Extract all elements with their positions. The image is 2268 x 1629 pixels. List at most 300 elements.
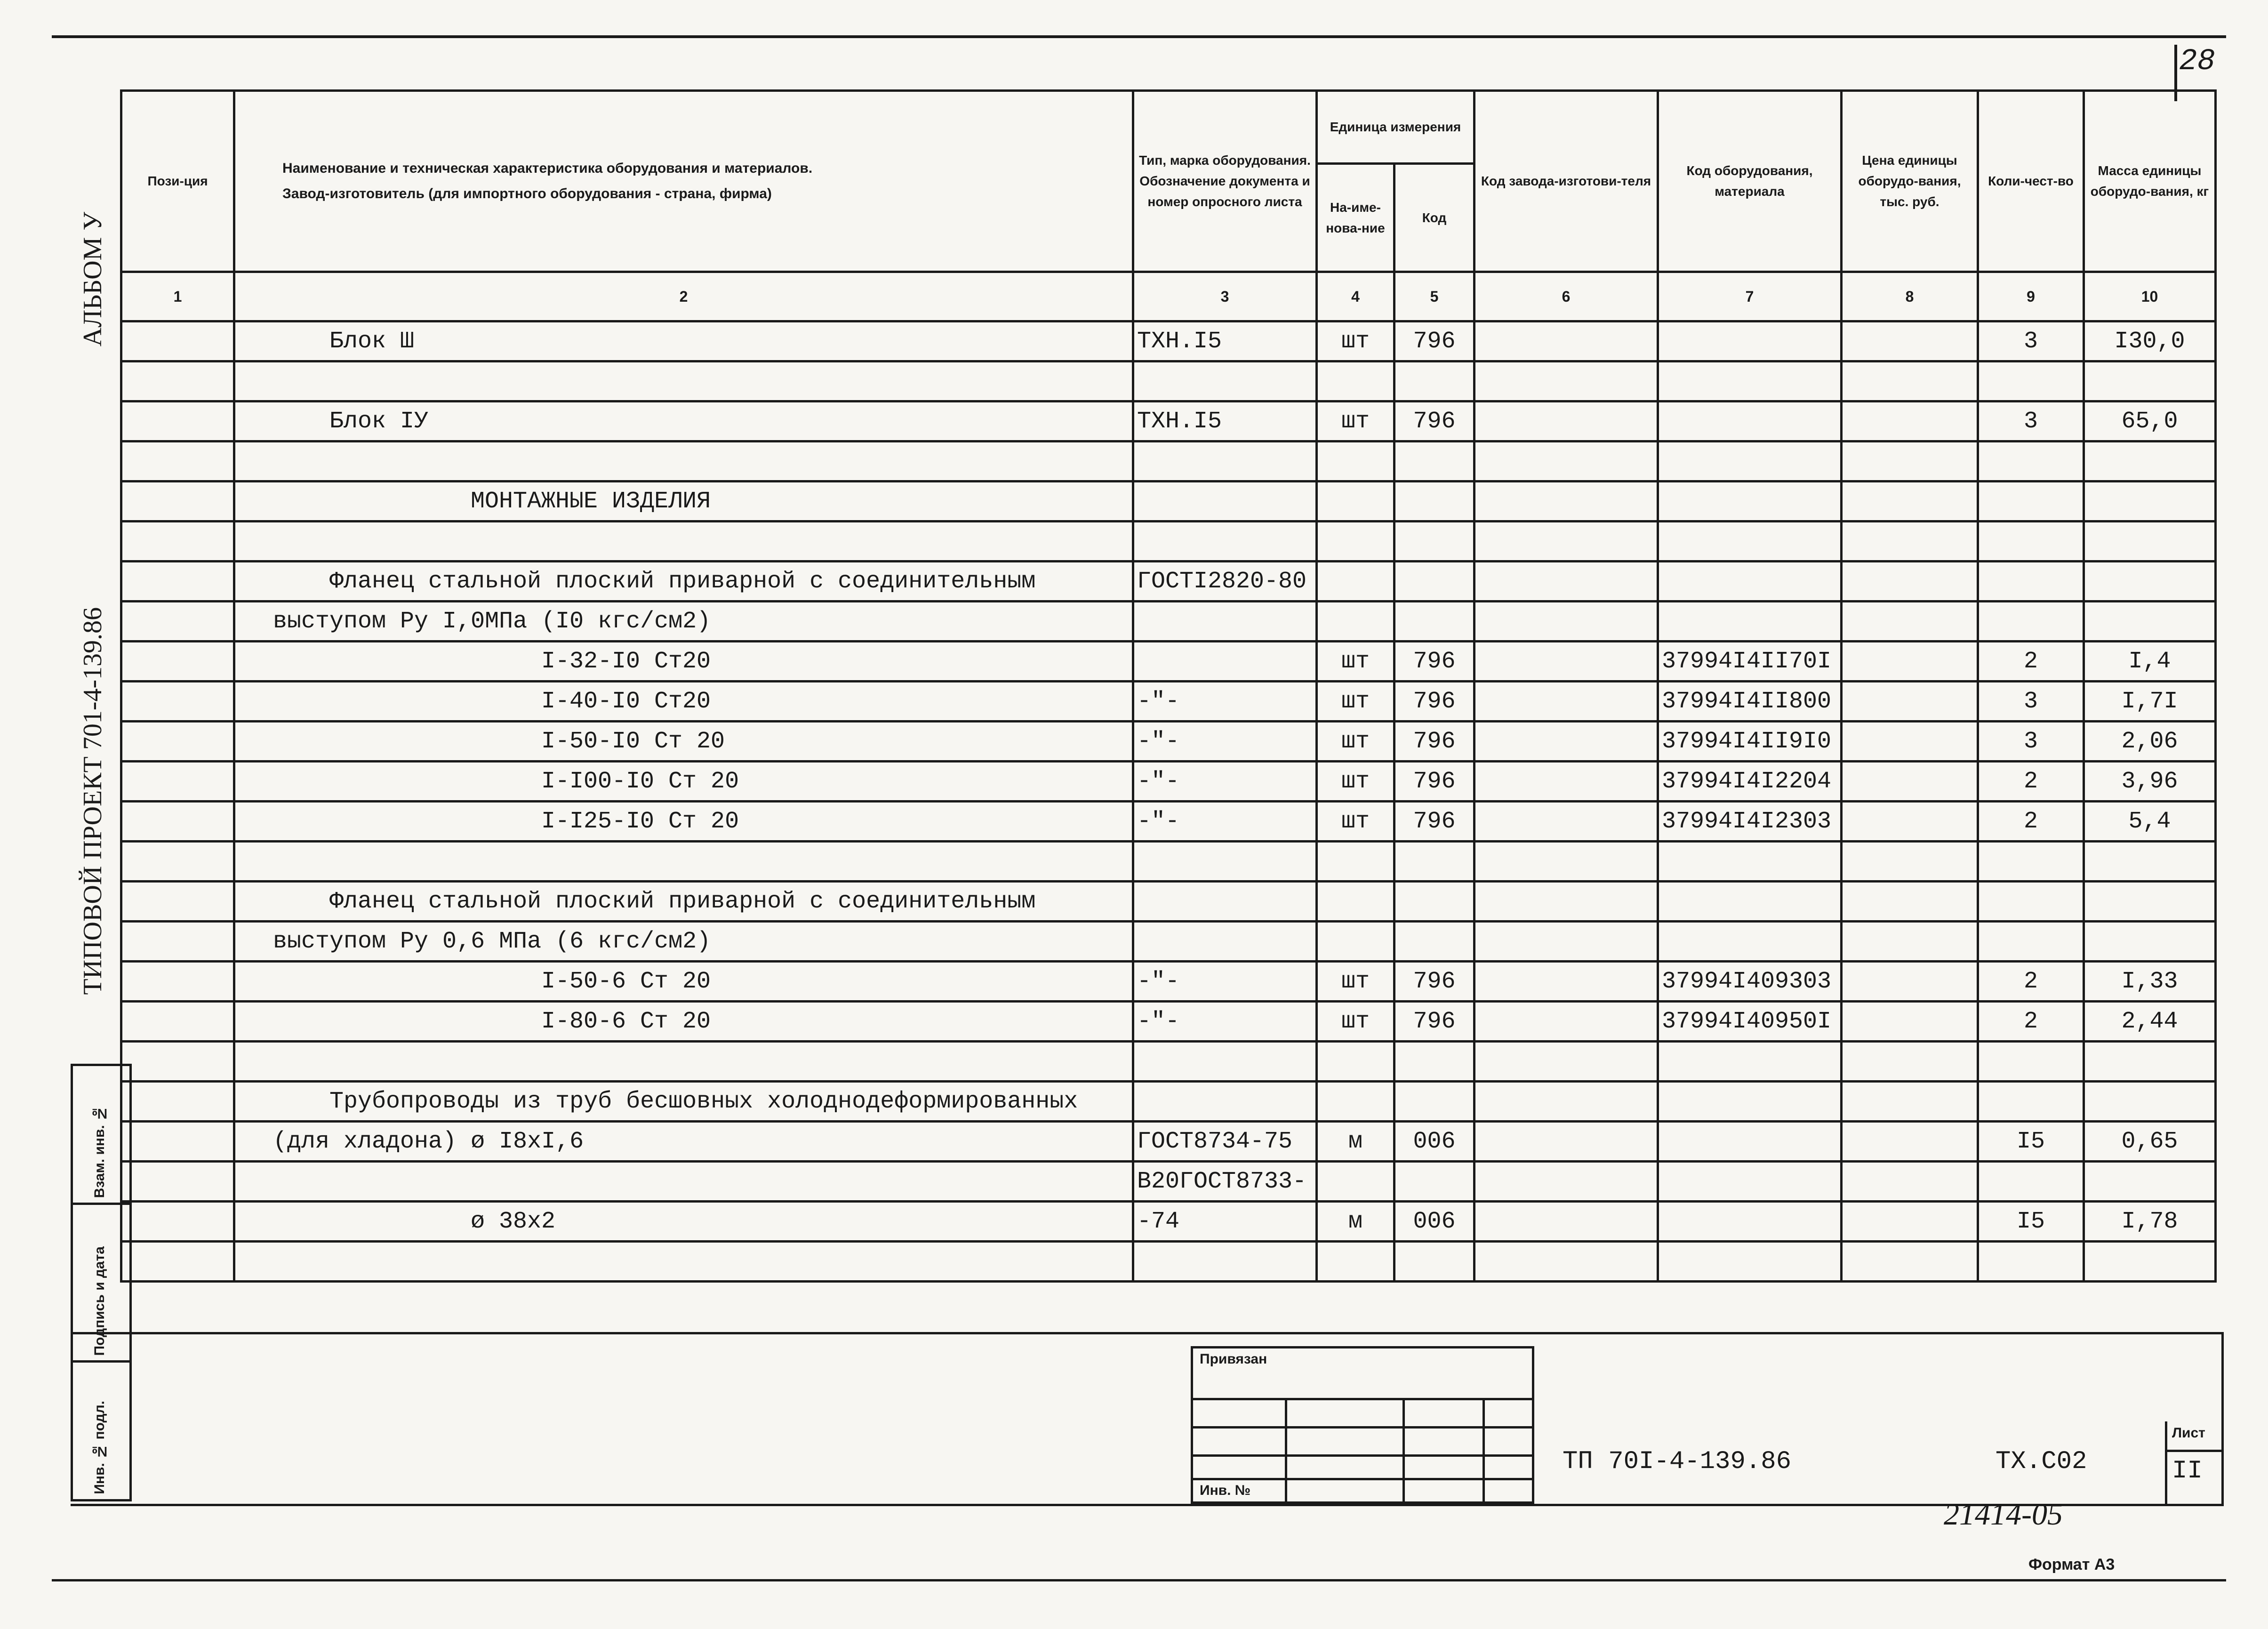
equipment-code-cell <box>1658 522 1842 562</box>
unit-code-cell <box>1394 1162 1475 1202</box>
quantity-cell <box>1978 1042 2084 1082</box>
position-cell <box>121 1122 234 1162</box>
factory-code-cell <box>1475 1082 1658 1122</box>
unit-code-cell: 796 <box>1394 762 1475 802</box>
quantity-cell: 3 <box>1978 682 2084 722</box>
factory-code-cell <box>1475 602 1658 642</box>
item-type-cell: -"- <box>1133 762 1317 802</box>
price-cell <box>1842 682 1978 722</box>
unit-name-cell <box>1317 1162 1394 1202</box>
price-cell <box>1842 441 1978 481</box>
quantity-cell <box>1978 922 2084 962</box>
factory-code-cell <box>1475 1122 1658 1162</box>
equipment-code-cell <box>1658 842 1842 882</box>
table-row <box>121 562 2216 602</box>
price-cell <box>1842 962 1978 1002</box>
position-cell <box>121 922 234 962</box>
privyazan-block <box>1191 1346 1534 1504</box>
item-name-cell: Трубопроводы из труб бесшовных холоднодеформированных <box>234 1082 1133 1122</box>
table-row <box>121 1162 2216 1202</box>
position-cell <box>121 562 234 602</box>
unit-name-cell: шт <box>1317 1002 1394 1042</box>
header-name <box>234 91 1133 272</box>
project-label: ТИПОВОЙ ПРОЕКТ 701-4-139.86 <box>78 607 107 995</box>
unit-name-cell: шт <box>1317 642 1394 682</box>
unit-name-cell: шт <box>1317 682 1394 722</box>
table-row <box>121 1082 2216 1122</box>
header-position: Пози-ция <box>121 91 234 272</box>
table-row <box>121 922 2216 962</box>
table-row <box>121 962 2216 1002</box>
quantity-cell <box>1978 1242 2084 1282</box>
unit-name-cell <box>1317 481 1394 522</box>
item-name-cell <box>234 1162 1133 1202</box>
unit-code-cell: 796 <box>1394 642 1475 682</box>
unit-name-cell <box>1317 361 1394 401</box>
header-name-line2: Завод-изготовитель (для импортного оборудования - страна, фирма) <box>282 186 772 201</box>
quantity-cell: 3 <box>1978 321 2084 361</box>
item-name-cell: МОНТАЖНЫЕ ИЗДЕЛИЯ <box>234 481 1133 522</box>
item-type-cell: -"- <box>1133 802 1317 842</box>
item-name-cell: (для хладона) ø I8xI,6 <box>234 1122 1133 1162</box>
mass-cell: I,78 <box>2084 1202 2216 1242</box>
quantity-cell <box>1978 361 2084 401</box>
equipment-code-cell <box>1658 1082 1842 1122</box>
factory-code-cell <box>1475 882 1658 922</box>
header-price: Цена единицы оборудо-вания, тыс. руб. <box>1842 91 1978 272</box>
item-name-cell <box>234 1042 1133 1082</box>
table-row <box>121 522 2216 562</box>
item-type-cell <box>1133 842 1317 882</box>
item-type-cell: -"- <box>1133 962 1317 1002</box>
price-cell <box>1842 1202 1978 1242</box>
unit-code-cell <box>1394 481 1475 522</box>
document-code: ТХ.С02 <box>1996 1447 2087 1476</box>
quantity-cell <box>1978 481 2084 522</box>
unit-name-cell <box>1317 1042 1394 1082</box>
unit-code-cell: 796 <box>1394 1002 1475 1042</box>
price-cell <box>1842 481 1978 522</box>
factory-code-cell <box>1475 842 1658 882</box>
price-cell <box>1842 762 1978 802</box>
item-type-cell: ГОСТI2820-80 <box>1133 562 1317 602</box>
unit-name-cell <box>1317 1242 1394 1282</box>
equipment-code-cell: 37994I4II800 <box>1658 682 1842 722</box>
unit-name-cell <box>1317 602 1394 642</box>
position-cell <box>121 1162 234 1202</box>
mass-cell: 2,06 <box>2084 722 2216 762</box>
item-type-cell: -"- <box>1133 682 1317 722</box>
item-name-cell: ø 38x2 <box>234 1202 1133 1242</box>
privyazan-label: Привязан <box>1200 1351 1267 1367</box>
item-name-cell: Блок IУ <box>234 401 1133 441</box>
price-cell <box>1842 562 1978 602</box>
price-cell <box>1842 522 1978 562</box>
bottom-rule <box>52 1579 2226 1581</box>
price-cell <box>1842 321 1978 361</box>
factory-code-cell <box>1475 1042 1658 1082</box>
equipment-code-cell <box>1658 882 1842 922</box>
column-number: 3 <box>1133 272 1317 321</box>
unit-code-cell: 006 <box>1394 1202 1475 1242</box>
equipment-code-cell <box>1658 321 1842 361</box>
unit-code-cell <box>1394 361 1475 401</box>
item-type-cell: -74 <box>1133 1202 1317 1242</box>
mass-cell: 2,44 <box>2084 1002 2216 1042</box>
item-type-cell <box>1133 1082 1317 1122</box>
stamp-label-replace: Взам. инв. № <box>92 1105 107 1198</box>
equipment-code-cell: 37994I4II9I0 <box>1658 722 1842 762</box>
sheet-number: 28 <box>2179 45 2215 79</box>
privyazan-grid-line <box>1483 1398 1485 1504</box>
price-cell <box>1842 1042 1978 1082</box>
header-mass: Масса единицы оборудо-вания, кг <box>2084 91 2216 272</box>
item-name-cell <box>234 441 1133 481</box>
mass-cell: 0,65 <box>2084 1122 2216 1162</box>
item-type-cell <box>1133 361 1317 401</box>
position-cell <box>121 722 234 762</box>
table-row <box>121 1242 2216 1282</box>
column-number: 7 <box>1658 272 1842 321</box>
factory-code-cell <box>1475 1002 1658 1042</box>
unit-code-cell <box>1394 1082 1475 1122</box>
header-unit-name: На-име-нова-ние <box>1317 164 1394 272</box>
item-type-cell <box>1133 1242 1317 1282</box>
unit-code-cell <box>1394 1042 1475 1082</box>
unit-code-cell <box>1394 922 1475 962</box>
column-number: 1 <box>121 272 234 321</box>
equipment-code-cell <box>1658 401 1842 441</box>
mass-cell: 65,0 <box>2084 401 2216 441</box>
equipment-code-cell <box>1658 1042 1842 1082</box>
position-cell <box>121 401 234 441</box>
mass-cell: I,4 <box>2084 642 2216 682</box>
header-equipment-code: Код оборудования, материала <box>1658 91 1842 272</box>
position-cell <box>121 321 234 361</box>
item-name-cell: I-I00-I0 Ст 20 <box>234 762 1133 802</box>
unit-code-cell: 796 <box>1394 321 1475 361</box>
item-name-cell: I-I25-I0 Ст 20 <box>234 802 1133 842</box>
table-row <box>121 1042 2216 1082</box>
table-row <box>121 361 2216 401</box>
unit-name-cell <box>1317 562 1394 602</box>
position-cell <box>121 1242 234 1282</box>
position-cell <box>121 1202 234 1242</box>
item-type-cell <box>1133 481 1317 522</box>
factory-code-cell <box>1475 562 1658 602</box>
factory-code-cell <box>1475 481 1658 522</box>
position-cell <box>121 1042 234 1082</box>
price-cell <box>1842 401 1978 441</box>
item-name-cell: Фланец стальной плоский приварной с соединительным <box>234 882 1133 922</box>
mass-cell: I,7I <box>2084 682 2216 722</box>
position-cell <box>121 522 234 562</box>
equipment-code-cell <box>1658 1122 1842 1162</box>
unit-name-cell: шт <box>1317 802 1394 842</box>
column-number: 8 <box>1842 272 1978 321</box>
format-label: Формат А3 <box>2028 1556 2115 1573</box>
stamp-label-signature: Подпись и дата <box>92 1246 107 1356</box>
table-row <box>121 602 2216 642</box>
position-cell <box>121 842 234 882</box>
mass-cell <box>2084 441 2216 481</box>
item-type-cell <box>1133 602 1317 642</box>
item-type-cell <box>1133 1042 1317 1082</box>
header-factory-code: Код завода-изготови-теля <box>1475 91 1658 272</box>
equipment-code-cell <box>1658 922 1842 962</box>
unit-code-cell <box>1394 522 1475 562</box>
table-row <box>121 802 2216 842</box>
item-name-cell: I-32-I0 Ст20 <box>234 642 1133 682</box>
quantity-cell <box>1978 1082 2084 1122</box>
quantity-cell: 2 <box>1978 1002 2084 1042</box>
item-name-cell <box>234 1242 1133 1282</box>
item-name-cell: выступом Ру 0,6 МПа (6 кгс/см2) <box>234 922 1133 962</box>
column-number: 2 <box>234 272 1133 321</box>
item-type-cell: -"- <box>1133 722 1317 762</box>
header-unit: Единица измерения <box>1317 91 1475 164</box>
factory-code-cell <box>1475 722 1658 762</box>
price-cell <box>1842 1242 1978 1282</box>
unit-code-cell: 796 <box>1394 962 1475 1002</box>
mass-cell <box>2084 562 2216 602</box>
equipment-code-cell: 37994I4I2204 <box>1658 762 1842 802</box>
table-row <box>121 441 2216 481</box>
unit-name-cell <box>1317 922 1394 962</box>
unit-name-cell <box>1317 1082 1394 1122</box>
item-type-cell <box>1133 441 1317 481</box>
quantity-cell <box>1978 602 2084 642</box>
column-number: 6 <box>1475 272 1658 321</box>
mass-cell <box>2084 522 2216 562</box>
factory-code-cell <box>1475 1162 1658 1202</box>
table-row <box>121 722 2216 762</box>
position-cell <box>121 762 234 802</box>
factory-code-cell <box>1475 642 1658 682</box>
position-cell <box>121 441 234 481</box>
quantity-cell <box>1978 842 2084 882</box>
title-block <box>71 1332 2224 1506</box>
position-cell <box>121 962 234 1002</box>
equipment-code-cell <box>1658 1162 1842 1202</box>
sheet-box-divider <box>2165 1450 2221 1452</box>
item-name-cell <box>234 361 1133 401</box>
mass-cell <box>2084 481 2216 522</box>
privyazan-grid-line <box>1193 1398 1532 1400</box>
privyazan-grid-line <box>1193 1454 1532 1457</box>
equipment-code-cell <box>1658 481 1842 522</box>
equipment-code-cell: 37994I4II70I <box>1658 642 1842 682</box>
factory-code-cell <box>1475 962 1658 1002</box>
item-type-cell: В20ГОСТ8733- <box>1133 1162 1317 1202</box>
quantity-cell: 2 <box>1978 802 2084 842</box>
unit-name-cell <box>1317 882 1394 922</box>
price-cell <box>1842 602 1978 642</box>
quantity-cell <box>1978 441 2084 481</box>
header-name-line1: Наименование и техническая характеристика оборудования и материалов. <box>282 160 813 176</box>
equipment-code-cell <box>1658 1202 1842 1242</box>
mass-cell <box>2084 882 2216 922</box>
price-cell <box>1842 882 1978 922</box>
position-cell <box>121 361 234 401</box>
unit-code-cell: 796 <box>1394 722 1475 762</box>
top-rule <box>52 35 2226 38</box>
item-name-cell: I-50-6 Ст 20 <box>234 962 1133 1002</box>
unit-code-cell <box>1394 562 1475 602</box>
quantity-cell <box>1978 882 2084 922</box>
column-number: 9 <box>1978 272 2084 321</box>
unit-name-cell <box>1317 522 1394 562</box>
unit-name-cell: шт <box>1317 722 1394 762</box>
specification-table <box>120 89 2217 1283</box>
item-name-cell: Блок Ш <box>234 321 1133 361</box>
unit-code-cell: 796 <box>1394 401 1475 441</box>
table-row <box>121 882 2216 922</box>
privyazan-grid-line <box>1193 1426 1532 1428</box>
equipment-code-cell: 37994I409303 <box>1658 962 1842 1002</box>
item-name-cell: I-50-I0 Ст 20 <box>234 722 1133 762</box>
position-cell <box>121 882 234 922</box>
mass-cell <box>2084 842 2216 882</box>
inv-no-label: Инв. № <box>1200 1483 1251 1498</box>
header-quantity: Коли-чест-во <box>1978 91 2084 272</box>
item-type-cell <box>1133 522 1317 562</box>
price-cell <box>1842 722 1978 762</box>
factory-code-cell <box>1475 1242 1658 1282</box>
item-type-cell <box>1133 642 1317 682</box>
mass-cell: 5,4 <box>2084 802 2216 842</box>
column-number: 5 <box>1394 272 1475 321</box>
factory-code-cell <box>1475 361 1658 401</box>
unit-code-cell <box>1394 602 1475 642</box>
quantity-cell: 3 <box>1978 722 2084 762</box>
price-cell <box>1842 802 1978 842</box>
item-name-cell: I-40-I0 Ст20 <box>234 682 1133 722</box>
privyazan-grid-line <box>1193 1478 1532 1480</box>
item-name-cell: выступом Ру I,0МПа (I0 кгс/см2) <box>234 602 1133 642</box>
factory-code-cell <box>1475 922 1658 962</box>
factory-code-cell <box>1475 802 1658 842</box>
table-row <box>121 842 2216 882</box>
unit-code-cell <box>1394 882 1475 922</box>
item-type-cell: -"- <box>1133 1002 1317 1042</box>
sheet-value: II <box>2172 1457 2203 1485</box>
item-type-cell <box>1133 922 1317 962</box>
unit-name-cell: м <box>1317 1122 1394 1162</box>
position-cell <box>121 602 234 642</box>
project-designation: ТП 70I-4-139.86 <box>1563 1447 1792 1476</box>
position-cell <box>121 1082 234 1122</box>
factory-code-cell <box>1475 401 1658 441</box>
item-type-cell <box>1133 882 1317 922</box>
item-name-cell <box>234 842 1133 882</box>
column-number: 4 <box>1317 272 1394 321</box>
header-unit-code: Код <box>1394 164 1475 272</box>
header-type: Тип, марка оборудования. Обозначение документа и номер опросного листа <box>1133 91 1317 272</box>
stamp-label-inventory: Инв. № подл. <box>92 1401 107 1494</box>
mass-cell <box>2084 1162 2216 1202</box>
unit-name-cell <box>1317 842 1394 882</box>
item-name-cell: I-80-6 Ст 20 <box>234 1002 1133 1042</box>
table-row <box>121 401 2216 441</box>
item-type-cell: ТХН.I5 <box>1133 401 1317 441</box>
unit-name-cell: шт <box>1317 962 1394 1002</box>
item-type-cell: ТХН.I5 <box>1133 321 1317 361</box>
mass-cell: I30,0 <box>2084 321 2216 361</box>
table-row <box>121 682 2216 722</box>
position-cell <box>121 1002 234 1042</box>
unit-code-cell: 006 <box>1394 1122 1475 1162</box>
price-cell <box>1842 1002 1978 1042</box>
price-cell <box>1842 1122 1978 1162</box>
specification-rows <box>121 321 2216 1282</box>
equipment-code-cell: 37994I4I2303 <box>1658 802 1842 842</box>
mass-cell <box>2084 1082 2216 1122</box>
table-row <box>121 642 2216 682</box>
item-name-cell: Фланец стальной плоский приварной с соединительным <box>234 562 1133 602</box>
mass-cell: 3,96 <box>2084 762 2216 802</box>
unit-code-cell <box>1394 441 1475 481</box>
factory-code-cell <box>1475 441 1658 481</box>
equipment-code-cell <box>1658 562 1842 602</box>
item-type-cell: ГОСТ8734-75 <box>1133 1122 1317 1162</box>
unit-code-cell <box>1394 1242 1475 1282</box>
equipment-code-cell: 37994I40950I <box>1658 1002 1842 1042</box>
factory-code-cell <box>1475 682 1658 722</box>
position-cell <box>121 682 234 722</box>
price-cell <box>1842 642 1978 682</box>
quantity-cell: 3 <box>1978 401 2084 441</box>
unit-name-cell <box>1317 441 1394 481</box>
stamp-cell-replace <box>71 1064 132 1205</box>
price-cell <box>1842 922 1978 962</box>
factory-code-cell <box>1475 522 1658 562</box>
mass-cell <box>2084 1042 2216 1082</box>
mass-cell <box>2084 922 2216 962</box>
mass-cell <box>2084 602 2216 642</box>
price-cell <box>1842 1162 1978 1202</box>
table-row <box>121 1202 2216 1242</box>
quantity-cell: I5 <box>1978 1122 2084 1162</box>
mass-cell <box>2084 1242 2216 1282</box>
price-cell <box>1842 1082 1978 1122</box>
quantity-cell: 2 <box>1978 962 2084 1002</box>
unit-code-cell <box>1394 842 1475 882</box>
price-cell <box>1842 361 1978 401</box>
equipment-code-cell <box>1658 361 1842 401</box>
unit-code-cell: 796 <box>1394 802 1475 842</box>
equipment-code-cell <box>1658 602 1842 642</box>
header-row <box>121 91 2216 164</box>
quantity-cell <box>1978 522 2084 562</box>
unit-name-cell: шт <box>1317 321 1394 361</box>
position-cell <box>121 802 234 842</box>
unit-code-cell: 796 <box>1394 682 1475 722</box>
privyazan-grid-line <box>1402 1398 1405 1504</box>
quantity-cell: 2 <box>1978 642 2084 682</box>
unit-name-cell: м <box>1317 1202 1394 1242</box>
table-row <box>121 321 2216 361</box>
unit-name-cell: шт <box>1317 401 1394 441</box>
album-label: АЛЬБОМ У <box>78 212 107 347</box>
table-row <box>121 762 2216 802</box>
table-row <box>121 1002 2216 1042</box>
sheet-label: Лист <box>2172 1425 2205 1441</box>
quantity-cell: 2 <box>1978 762 2084 802</box>
quantity-cell: I5 <box>1978 1202 2084 1242</box>
column-number: 10 <box>2084 272 2216 321</box>
equipment-code-cell <box>1658 441 1842 481</box>
